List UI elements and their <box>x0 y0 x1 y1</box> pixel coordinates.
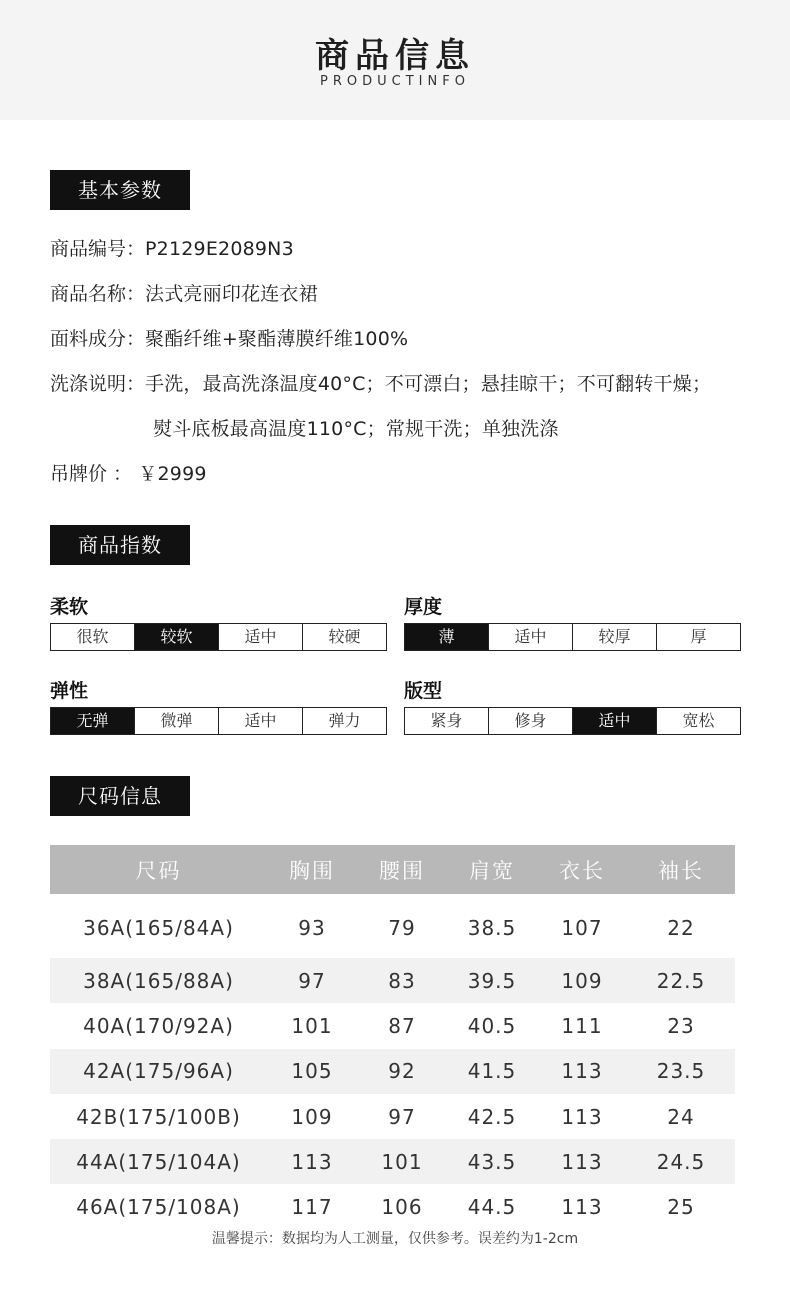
size-col-header: 胸围 <box>267 845 357 894</box>
table-cell: 87 <box>357 1003 447 1048</box>
table-cell: 38.5 <box>447 894 537 958</box>
table-cell: 25 <box>627 1184 735 1229</box>
table-row <box>50 894 735 958</box>
table-row <box>50 1003 735 1048</box>
table-cell: 40A(170/92A) <box>50 1003 267 1048</box>
page-subtitle: PRODUCTINFO <box>320 74 470 89</box>
size-col-header: 腰围 <box>357 845 447 894</box>
param-key: 商品编号： <box>50 238 146 260</box>
table-row <box>50 958 735 1003</box>
size-col-header: 衣长 <box>537 845 627 894</box>
size-table <box>50 845 735 1230</box>
table-cell: 113 <box>267 1139 357 1184</box>
table-cell: 23 <box>627 1003 735 1048</box>
param-row-wash <box>50 371 711 397</box>
section-label-basic: 基本参数 <box>50 170 190 210</box>
scale-option: 适中 <box>573 708 657 734</box>
table-cell: 79 <box>357 894 447 958</box>
table-cell: 38A(165/88A) <box>50 958 267 1003</box>
page-header <box>0 0 790 120</box>
table-row <box>50 1094 735 1139</box>
param-row-code <box>50 236 294 262</box>
table-cell: 42.5 <box>447 1094 537 1139</box>
table-cell: 43.5 <box>447 1139 537 1184</box>
table-cell: 41.5 <box>447 1049 537 1094</box>
param-value: 法式亮丽印花连衣裙 <box>145 283 318 305</box>
scale-option: 厚 <box>690 627 707 646</box>
table-cell: 44A(175/104A) <box>50 1139 267 1184</box>
table-cell: 117 <box>267 1184 357 1229</box>
table-cell: 97 <box>267 958 357 1003</box>
scale-option: 微弹 <box>135 708 219 734</box>
softness-scale <box>50 623 387 651</box>
table-cell: 40.5 <box>447 1003 537 1048</box>
table-cell: 113 <box>537 1049 627 1094</box>
fit-scale <box>404 707 741 735</box>
table-cell: 22.5 <box>627 958 735 1003</box>
scale-option: 修身 <box>489 708 573 734</box>
index-title-softness: 柔软 <box>50 596 89 618</box>
size-table-header <box>50 845 735 894</box>
table-cell: 111 <box>537 1003 627 1048</box>
scale-option: 无弹 <box>51 708 135 734</box>
index-title-thickness: 厚度 <box>404 596 443 618</box>
index-title-elasticity: 弹性 <box>50 680 89 702</box>
table-cell: 113 <box>537 1094 627 1139</box>
param-key: 洗涤说明： <box>50 373 146 395</box>
index-title-fit: 版型 <box>404 680 443 702</box>
table-cell: 23.5 <box>627 1049 735 1094</box>
table-cell: 109 <box>537 958 627 1003</box>
scale-option: 薄 <box>405 624 489 650</box>
size-note: 温馨提示：数据均为人工测量，仅供参考。误差约为1-2cm <box>211 1231 579 1247</box>
param-row-name <box>50 281 318 307</box>
size-col-header: 肩宽 <box>447 845 537 894</box>
size-col-header: 袖长 <box>627 845 735 894</box>
table-cell: 22 <box>627 894 735 958</box>
table-row <box>50 1049 735 1094</box>
thickness-scale <box>404 623 741 651</box>
table-cell: 39.5 <box>447 958 537 1003</box>
table-row <box>50 1184 735 1229</box>
table-cell: 105 <box>267 1049 357 1094</box>
param-value: P2129E2089N3 <box>145 238 294 260</box>
param-value: 聚酯纤维+聚酯薄膜纤维100% <box>145 328 409 350</box>
scale-option: 宽松 <box>682 711 715 730</box>
table-cell: 24 <box>627 1094 735 1139</box>
table-cell: 107 <box>537 894 627 958</box>
table-row <box>50 1139 735 1184</box>
table-cell: 44.5 <box>447 1184 537 1229</box>
scale-option: 很软 <box>51 624 135 650</box>
table-cell: 42A(175/96A) <box>50 1049 267 1094</box>
table-cell: 113 <box>537 1139 627 1184</box>
scale-option: 适中 <box>219 708 303 734</box>
elasticity-scale <box>50 707 387 735</box>
table-cell: 101 <box>267 1003 357 1048</box>
table-cell: 92 <box>357 1049 447 1094</box>
table-cell: 101 <box>357 1139 447 1184</box>
table-cell: 109 <box>267 1094 357 1139</box>
param-row-fabric <box>50 326 408 352</box>
table-cell: 83 <box>357 958 447 1003</box>
table-cell: 46A(175/108A) <box>50 1184 267 1229</box>
scale-option: 较厚 <box>573 624 657 650</box>
scale-option: 紧身 <box>405 708 489 734</box>
scale-option: 适中 <box>219 624 303 650</box>
section-label-size: 尺码信息 <box>50 776 190 816</box>
param-value: 熨斗底板最高温度110°C；常规干洗；单独洗涤 <box>153 418 559 440</box>
table-cell: 113 <box>537 1184 627 1229</box>
table-cell: 93 <box>267 894 357 958</box>
table-cell: 36A(165/84A) <box>50 894 267 958</box>
scale-option: 适中 <box>489 624 573 650</box>
scale-option: 较软 <box>135 624 219 650</box>
table-cell: 106 <box>357 1184 447 1229</box>
section-label-index: 商品指数 <box>50 525 190 565</box>
size-col-header: 尺码 <box>50 845 267 894</box>
param-value: 手洗，最高洗涤温度40°C；不可漂白；悬挂晾干；不可翻转干燥； <box>145 373 712 395</box>
page-title: 商品信息 <box>315 36 475 76</box>
table-cell: 42B(175/100B) <box>50 1094 267 1139</box>
table-cell: 97 <box>357 1094 447 1139</box>
scale-option: 较硬 <box>328 627 361 646</box>
param-row-wash-cont <box>153 416 559 442</box>
param-key: 商品名称： <box>50 283 146 305</box>
scale-option: 弹力 <box>328 711 361 730</box>
price-value: ￥2999 <box>132 463 207 485</box>
table-cell: 24.5 <box>627 1139 735 1184</box>
param-row-price <box>50 461 207 487</box>
param-key: 吊牌价 ： <box>50 463 133 485</box>
param-key: 面料成分： <box>50 328 146 350</box>
